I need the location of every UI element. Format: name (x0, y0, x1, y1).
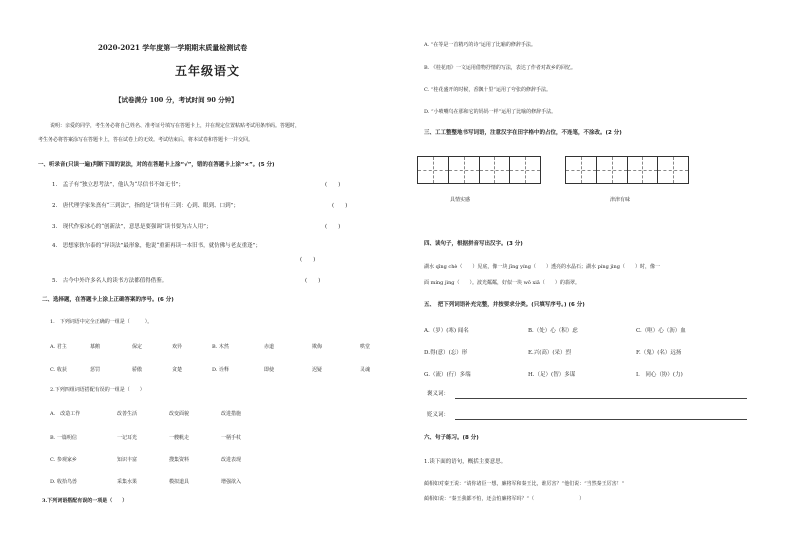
judge-paren-2: ( ) (332, 203, 348, 209)
q1-cell: 迟疑 (312, 367, 323, 373)
idiom-item: A.（岁）(寒) 闻名 (424, 328, 469, 334)
q1-cell: 贪楚 (172, 367, 183, 373)
q1-cell: 慕鹅 (90, 344, 101, 350)
q2-cell: 采集水果 (117, 479, 138, 485)
judge-item-2: 2. 唐代理学家朱熹有“三到法”，指的是“读书有三到：心到、眼到、口到”； (52, 203, 239, 209)
tianzige-grid-2[interactable] (565, 156, 689, 184)
idiom-row-1 (424, 326, 716, 334)
choice-question-3: 3.下列词语搭配有误的一项是（ ） (42, 498, 128, 504)
q1-cell: 即使 (264, 367, 275, 373)
q2-cell: B. 一篇明信 (50, 435, 77, 441)
idiom-row-2 (424, 348, 716, 356)
q2-cell: 一艘帆走 (169, 435, 190, 441)
q1-option-row-1 (50, 343, 390, 350)
q2-cell: D. 收拾鸟兽 (50, 479, 78, 485)
judge-item-1: 1. 孟子有“独立思考法”，他认为“尽信书不如无书”； (52, 182, 184, 188)
choice-question-2: 2.下列四组词语搭配有误的一组是（ ） (50, 387, 145, 393)
judge-item-5: 5. 古今中外许多名人的读书方法都值得借鉴。 (52, 278, 168, 284)
idiom-item: D.得(意）(忘）形 (424, 350, 468, 356)
idiom-item: I. 同心（协）(力) (636, 372, 683, 378)
praise-answer-line[interactable] (455, 398, 747, 399)
copy-word-2: 津津有味 (610, 197, 631, 203)
q1-cell: B. 木然 (212, 344, 229, 350)
judge-paren-4: ( ) (300, 257, 316, 263)
choice-question-1: 1. 下列词语中完全正确的一组是（ ）。 (50, 319, 153, 325)
q1-option-row-2 (50, 366, 390, 373)
idiom-item: C.（呕）心（沥）血 (636, 328, 686, 334)
q2-cell: 改进措施 (221, 411, 242, 417)
q1-cell: A. 君主 (50, 344, 67, 350)
exam-notes-line-2: 考生务必将答案涂写在答题卡上，答在试卷上的无效。考试结束后，将本试卷和答题卡一并交回。 (38, 137, 254, 143)
pinyin-line-2: 面 míng jìng（ ）。波光粼粼，好似一块 wō xiā（ ）的翡翠。 (424, 280, 580, 286)
section-3-title: 三、工工整整地书写词语，注意汉字在田字格中的占位，不连笔，不涂改。(2 分) (424, 130, 622, 136)
idiom-row-3 (424, 370, 716, 378)
q2-option-row-1 (50, 410, 271, 417)
q2-cell: 一记耳光 (117, 435, 138, 441)
q1-cell: 欢异 (172, 344, 183, 350)
sentence-line-1: 蔺相如对秦王说：“请你诸臣一想，廉将军和秦王比，谁厉害？”他们说：“当然秦王厉害！” (424, 481, 625, 487)
choice-option-b: B. 《桂花雨》一文运用借物抒情的写法，表达了作者对故乡的回忆。 (424, 65, 576, 71)
idiom-item: F.（鬼）(名）远扬 (636, 350, 682, 356)
sentence-line-2: 蔺相如说：“秦王我都不怕，还会怕廉将军吗？”（ ） (424, 496, 585, 502)
judge-paren-3: ( ) (325, 224, 341, 230)
q2-cell: A. 改造工作 (50, 411, 81, 417)
choice-option-d: D. “小喷嘴鸟在那和它的妈妈一样”运用了比喻的修辞手法。 (424, 109, 557, 115)
q2-option-row-2 (50, 434, 271, 441)
section-4-title: 四、读句子，根据拼音写出汉字。(3 分) (424, 241, 523, 247)
q1-cell: 赤道 (264, 344, 275, 350)
q1-cell: 保定 (132, 344, 143, 350)
sentence-question-1: 1.读下面的语句，概括主要意思。 (424, 459, 507, 465)
idiom-item: E.兴(高）(采）烈 (528, 350, 572, 356)
tianzige-grid-1[interactable] (417, 156, 541, 184)
choice-option-c: C. “桂花盛开的时候，香飘十里”运用了夸张的修辞手法。 (424, 87, 551, 93)
exam-title: 2020-2021 学年度第一学期期末质量检测试卷 (98, 43, 248, 52)
idiom-item: B.（处）心（积）虑 (528, 328, 578, 334)
idiom-item: G.（流）(行）多端 (424, 372, 471, 378)
q2-cell: 改变面貌 (169, 411, 190, 417)
judge-paren-1: ( ) (325, 182, 341, 188)
pinyin-line-1: 湖水 qīng chè（ ）见底，像一块 jīng yíng（ ）透亮的水晶石；湖水 píng jìng（ ）时，像一 (424, 264, 660, 270)
q2-cell: 搜集资料 (169, 457, 190, 463)
exam-info: 【试卷满分 100 分，考试时间 90 分钟】 (115, 96, 238, 104)
q1-cell: 欺侮 (312, 344, 323, 350)
section-2-title: 二、选择题，在答题卡上涂上正确答案的序号。(6 分) (42, 297, 174, 303)
section-6-title: 六、句子练习。(8 分) (424, 435, 479, 441)
judge-item-3: 3. 现代作家冰心的“创新法”，意思是要强调“读书要为古人用”； (52, 224, 212, 230)
section-1-title: 一、听录音(只读一遍)判断下面的说法，对的在答题卡上涂“√”，错的在答题卡上涂“×”。(5 分) (38, 162, 275, 168)
q2-cell: 模拟道具 (169, 479, 190, 485)
q2-cell: 增强欲入 (221, 479, 242, 485)
q1-cell: D. 诠释 (212, 367, 230, 373)
q1-cell: C. 收获 (50, 367, 67, 373)
q2-cell: 一柄手杖 (221, 435, 242, 441)
idiom-item: H.（足）(智）多谋 (528, 372, 576, 378)
judge-item-4: 4. 思想家狄尔泰的“异读法”最形象，他说“重新再读一本旧书，就仿佛与老友重逢”； (52, 243, 261, 249)
q2-cell: C. 参观家乡 (50, 457, 77, 463)
q1-cell: 灵魂 (360, 367, 371, 373)
praise-label: 褒义词： (427, 391, 450, 397)
judge-paren-5: ( ) (305, 278, 321, 284)
subject-title: 五年级语文 (175, 64, 241, 78)
q1-cell: 骄傲 (132, 367, 143, 373)
q1-cell: 哄堂 (360, 344, 371, 350)
q2-cell: 知识丰富 (117, 457, 138, 463)
section-5-title: 五、 把下列词语补充完整，并按要求分类。(只填写序号。) (6 分) (424, 302, 585, 308)
q1-cell: 惩罚 (90, 367, 101, 373)
derogatory-label: 贬义词： (427, 412, 450, 418)
q2-option-row-3 (50, 456, 271, 463)
choice-option-a: A. “在等是一首精巧的诗”运用了比喻的修辞手法。 (424, 42, 536, 48)
q2-option-row-4 (50, 478, 271, 485)
q2-cell: 改进表现 (221, 457, 242, 463)
derogatory-answer-line[interactable] (455, 419, 747, 420)
copy-word-1: 具情实感 (450, 197, 471, 203)
q2-cell: 改善生活 (117, 411, 138, 417)
exam-notes-line-1: 说明：亲爱的同学，考生务必将自己姓名、准考证号填写在答题卡上，并在规定位置粘贴考试用条形码。答题时， (50, 123, 301, 129)
